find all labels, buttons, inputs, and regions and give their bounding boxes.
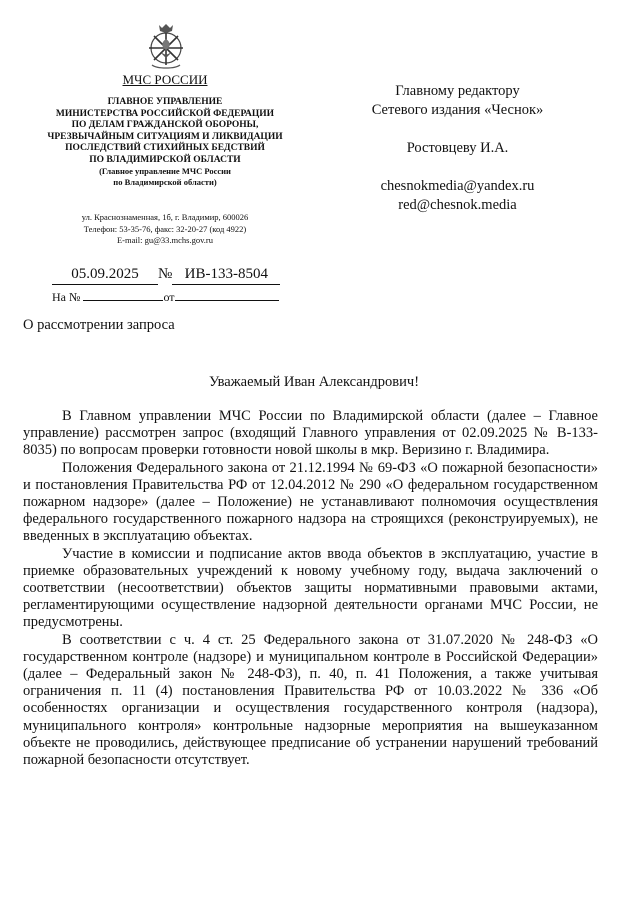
registration-number: ИВ-133-8504 bbox=[172, 266, 280, 285]
body-paragraph: В Главном управлении МЧС России по Владимирской области (далее – Главное управление) рассмотрен запрос (входящий Главного управления от 02.09.2025 № В-133-8035) по вопросам проверки готовности новой школы в мкр. Веризино г. Владимира. bbox=[23, 408, 598, 459]
addressee-name: Ростовцеву И.А. bbox=[406, 140, 509, 156]
body-paragraph: В соответствии с ч. 4 ст. 25 Федерального закона от 31.07.2020 № 248-ФЗ «О государственном контроле (надзоре) и муниципальном контроле в Российской Федерации» (далее – Федеральный закон № 248-ФЗ), п. 40, п. 41 Положения, а также учитывая ограничения п. 11 (4) постановления Правительства РФ от 10.03.2022 № 336 «Об особенностях организации и осуществления государственного контроля (надзора), муниципального контроля» контрольные надзорные мероприятия на вышеуказанном объекте не проводились, действующее предписание об устранении нарушений требований пожарной безопасности отсутствует. bbox=[23, 631, 598, 769]
number-sign: № bbox=[158, 266, 173, 282]
letter-body bbox=[23, 408, 598, 769]
body-paragraph: Участие в комиссии и подписание актов ввода объектов в эксплуатацию, участие в приемке образовательных учреждений к новому учебному году, выдача заключений о соответствии (несоответствии) объектов защиты нормативными правовыми актами, регламентирующими осуществление надзорной деятельности органами МЧС России, не предусмотрены. bbox=[23, 545, 598, 631]
org-address: ул. Краснознаменная, 1б, г. Владимир, 600026 bbox=[81, 212, 249, 222]
org-email: E-mail: gu@33.mchs.gov.ru bbox=[116, 235, 214, 245]
mchs-emblem-icon bbox=[143, 20, 189, 72]
addressee-email-1: chesnokmedia@yandex.ru bbox=[380, 178, 535, 194]
org-short-name: МЧС РОССИИ bbox=[122, 72, 208, 87]
registration-line bbox=[52, 266, 284, 285]
addressee-organization: Сетевого издания «Чеснок» bbox=[371, 102, 544, 118]
addressee-position: Главному редактору bbox=[395, 83, 520, 99]
reference-label: На № bbox=[52, 290, 81, 304]
org-contacts bbox=[45, 212, 285, 247]
body-paragraph: Положения Федерального закона от 21.12.1994 № 69-ФЗ «О пожарной безопасности» и постановления Правительства РФ от 12.04.2012 № 290 «О федеральном государственном пожарном надзоре» (далее – Положение) не устанавливают полномочия осуществления федерального государственного пожарного надзора на строящихся (реконструируемых), не введенных в эксплуатацию объектах. bbox=[23, 459, 598, 545]
addressee-block bbox=[340, 82, 575, 215]
registration-date: 05.09.2025 bbox=[52, 266, 158, 285]
letter-greeting: Уважаемый Иван Александрович! bbox=[208, 374, 420, 390]
addressee-email-2: red@chesnok.media bbox=[398, 197, 517, 213]
org-full-name: ГЛАВНОЕ УПРАВЛЕНИЕ МИНИСТЕРСТВА РОССИЙСКОЙ ФЕДЕРАЦИИ ПО ДЕЛАМ ГРАЖДАНСКОЙ ОБОРОНЫ, ЧРЕЗВЫЧАЙНЫМ СИТУАЦИЯМ И ЛИКВИДАЦИИ ПОСЛЕДСТВИЙ СТИХИЙНЫХ БЕДСТВИЙ ПО ВЛАДИМИРСКОЙ ОБЛАСТИ (Главное управление МЧС России по Владимирской области) bbox=[47, 97, 283, 187]
letter-subject: О рассмотрении запроса bbox=[23, 317, 175, 333]
reference-date-blank bbox=[175, 290, 279, 301]
reference-from-label: от bbox=[163, 290, 175, 304]
org-phone: Телефон: 53-35-76, факс: 32-20-27 (код 4922) bbox=[83, 223, 247, 234]
reference-number-blank bbox=[83, 290, 163, 301]
reference-line bbox=[52, 290, 284, 305]
